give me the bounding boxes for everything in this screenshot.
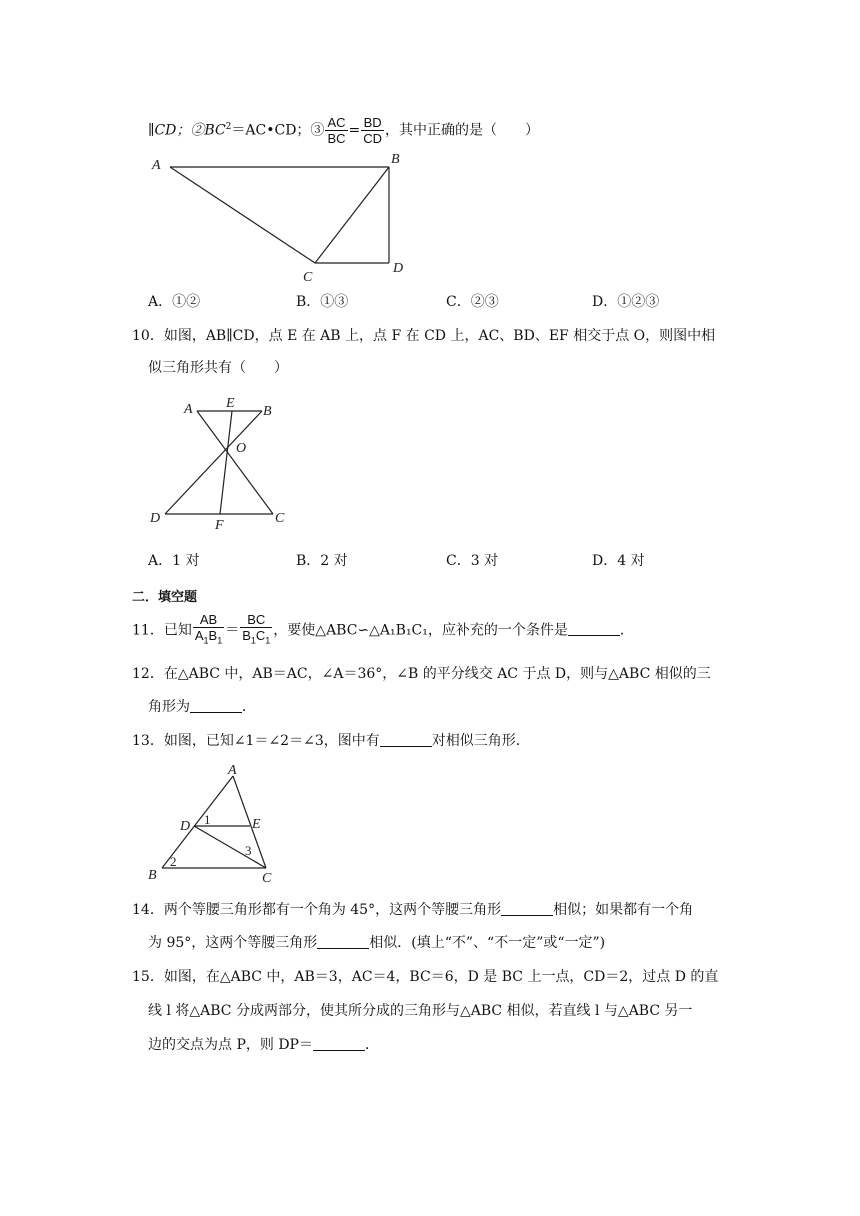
q10-label-b: B <box>263 404 272 419</box>
q9-statement-tail: ∥CD；$②BC^2=AC•CD$；③ $\frac{AC}{BC}$ = $\frac{BD}{CD}$ ，其中正确的是（ ） <box>148 115 540 146</box>
q9-label-d: D <box>393 261 404 276</box>
q9-figure-lines <box>170 167 389 263</box>
q10-label-e: E <box>226 396 235 411</box>
q10-choice-c: C．3 对 <box>446 553 499 569</box>
q9-figure <box>140 145 430 290</box>
q10-statement-line2: 似三角形共有（ ） <box>148 360 288 376</box>
q13-label-d: D <box>180 819 191 834</box>
q15-statement-line2: 线 l 将△ABC 分成两部分，使其所分成的三角形与△ABC 相似，若直线 l 与△ABC 另一 <box>148 1003 693 1019</box>
q12-statement-line1: 12．在△ABC 中，AB＝AC，∠A＝36°，∠B 的平分线交 AC 于点 D，则与△ABC 相似的三 <box>132 666 711 682</box>
q13-label-c: C <box>262 871 272 886</box>
q10-label-d: D <box>150 511 161 526</box>
q13-label-2: 2 <box>170 854 177 869</box>
q9-label-b: B <box>391 152 400 167</box>
q9-label-a: A <box>152 158 161 173</box>
q15-statement-line3: 边的交点为点 P，则 DP＝ ． <box>148 1037 379 1053</box>
fraction-ab-a1b1: $\frac{AB}{A_1B_1}$ <box>194 612 223 646</box>
q9-choice-c: C．②③ <box>446 294 499 310</box>
q13-statement: 13．如图，已知∠1＝∠2＝∠3，图中有 对相似三角形． <box>132 733 530 749</box>
q13-label-1: 1 <box>204 812 211 827</box>
q15-statement-line1: 15．如图，在△ABC 中，AB＝3，AC＝4，BC＝6，D 是 BC 上一点，CD＝2，过点 D 的直 <box>132 969 719 985</box>
section-title: 二．填空题 <box>132 590 198 605</box>
q10-choice-b: B．2 对 <box>296 553 348 569</box>
q10-choice-a: A．1 对 <box>148 553 200 569</box>
q13-label-b: B <box>148 868 157 883</box>
q9-choice-a: A．①② <box>148 294 201 310</box>
answer-blank-11[interactable] <box>568 621 620 636</box>
answer-blank-14b[interactable] <box>317 934 369 949</box>
q13-label-3: 3 <box>245 843 252 858</box>
fraction-ac-bc: $\frac{AC}{BC}$ <box>327 115 346 146</box>
answer-blank-14a[interactable] <box>501 901 553 916</box>
q14-statement-line2: 为 95°，这两个等腰三角形 相似．(填上“不”、“不一定”或“一定”) <box>148 935 606 951</box>
q9-choice-d: D．①②③ <box>592 294 660 310</box>
q13-label-e: E <box>252 817 261 832</box>
q14-statement-line1: 14．两个等腰三角形都有一个角为 45°，这两个等腰三角形 相似；如果都有一个角 <box>132 902 694 918</box>
q10-label-a: A <box>184 402 193 417</box>
q9-label-c: C <box>303 270 313 285</box>
fraction-bd-cd: $\frac{BD}{CD}$ <box>363 115 383 146</box>
q10-label-f: F <box>215 518 224 533</box>
q10-statement-line1: 10．如图，AB∥CD，点 E 在 AB 上，点 F 在 CD 上，AC、BD、EF 相交于点 O，则图中相 <box>132 328 716 344</box>
q11-statement: 11．已知 $\frac{AB}{A_1B_1}$ ＝ $\frac{BC}{B_1C_1}$ ，要使△ABC∽△A₁B₁C₁，应补充的一个条件是 ． <box>132 612 634 649</box>
q13-figure <box>140 762 290 887</box>
q9-choice-b: B．①③ <box>296 294 349 310</box>
q10-choice-d: D．4 对 <box>592 553 645 569</box>
q10-label-c: C <box>275 511 285 526</box>
answer-blank-15[interactable] <box>313 1036 365 1051</box>
fraction-bc-b1c1: $\frac{BC}{B_1C_1}$ <box>242 612 271 646</box>
answer-blank-13[interactable] <box>380 732 432 747</box>
q12-statement-line2: 角形为 ． <box>148 699 256 715</box>
q13-label-a: A <box>228 763 237 778</box>
q10-figure-lines <box>165 411 273 514</box>
answer-blank-12[interactable] <box>190 698 242 713</box>
q10-figure <box>140 395 300 535</box>
q10-label-o: O <box>236 441 247 456</box>
